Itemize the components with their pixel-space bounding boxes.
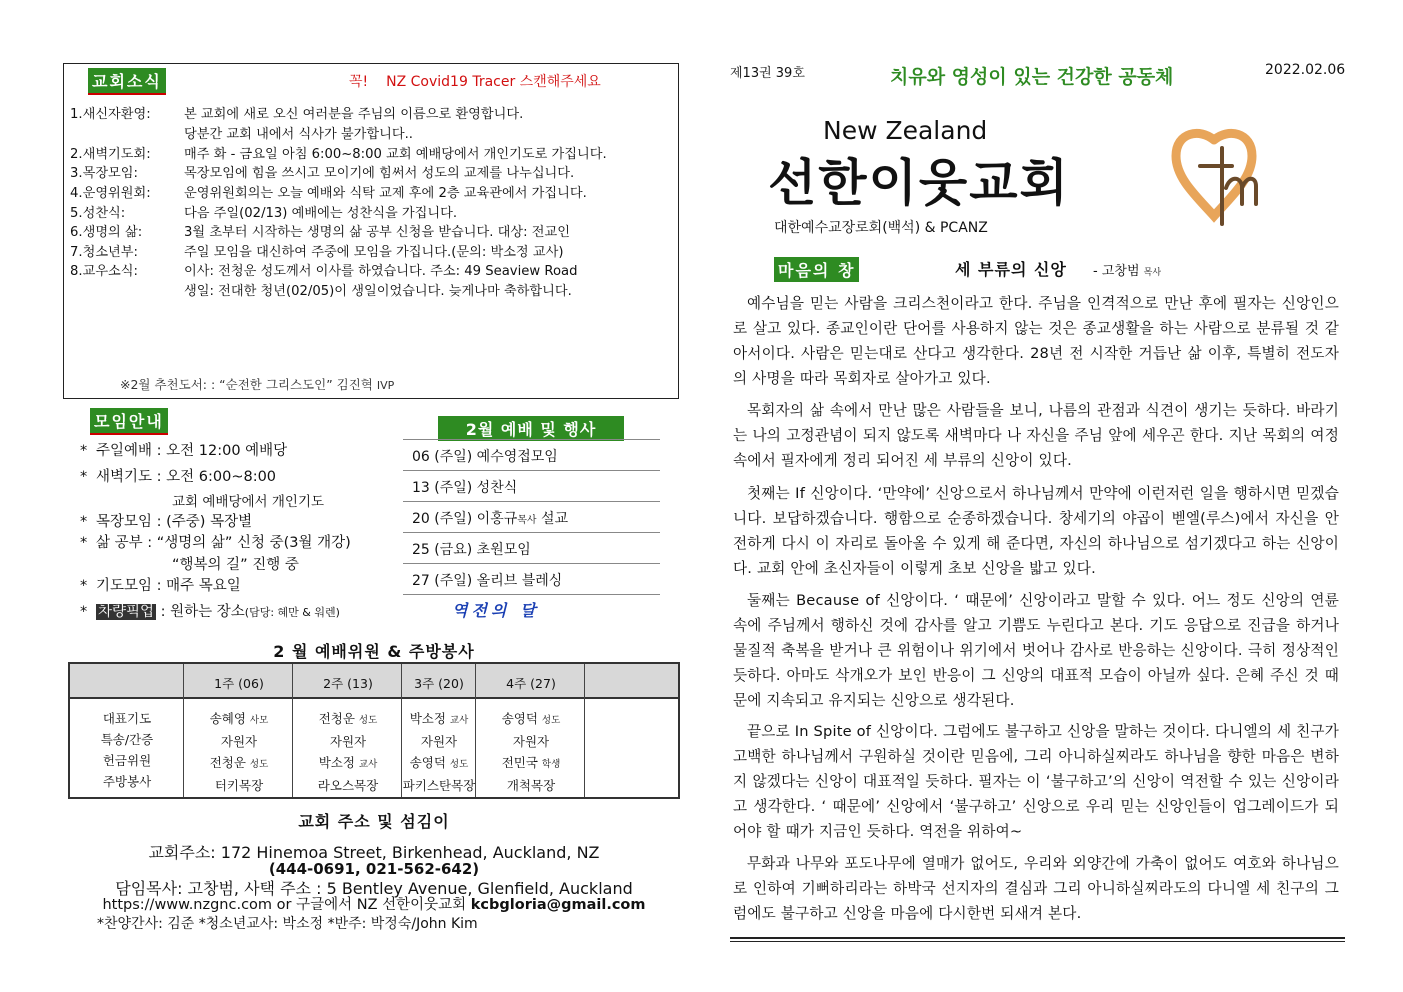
news-label: 7.청소년부: — [70, 245, 138, 260]
car-pickup-label: 차량픽업 — [98, 604, 155, 620]
person-rank: 학생 — [541, 759, 561, 770]
duty-cell — [476, 708, 586, 731]
news-label: 8.교우소식: — [70, 264, 138, 279]
duty-cell: 파키스탄목장 — [402, 778, 476, 793]
person-rank: 성도 — [449, 759, 469, 770]
notice-text: NZ Covid19 Tracer 스캔해주세요 — [386, 74, 601, 90]
news-text: 이사: 전청운 성도께서 이사를 하였습니다. 주소: 49 Seaview Road — [184, 264, 578, 279]
news-text: 다음 주일(02/13) 예배에는 성찬식을 가집니다. — [184, 206, 458, 221]
address-title: 교회 주소 및 섬김이 — [298, 812, 450, 831]
week-column — [476, 708, 586, 796]
person-rank: 교사 — [449, 715, 469, 726]
news-item — [70, 125, 413, 145]
author-rank: 목사 — [1143, 268, 1162, 278]
email-link[interactable]: kcbgloria@gmail.com — [470, 897, 646, 913]
church-news-title: 교회소식 — [88, 68, 166, 95]
church-address: 교회주소: 172 Hinemoa Street, Birkenhead, Auckland, NZ — [148, 843, 600, 862]
duty-table — [68, 662, 680, 799]
meeting-subtext: “행복의 길” 진행 중 — [172, 557, 299, 573]
news-item — [70, 282, 572, 302]
church-logo-icon — [1170, 126, 1260, 230]
bullet-star: * — [80, 514, 88, 530]
person-name: 송영덕 — [501, 711, 538, 726]
event-text: 20 (주일) 이홍규 — [412, 511, 518, 527]
news-text: 운영위원회의는 오늘 예배와 식탁 교제 후에 2층 교육관에서 가집니다. — [184, 186, 587, 201]
author-name: - 고창범 — [1093, 264, 1140, 279]
news-label: 4.운영위원회: — [70, 186, 151, 201]
meeting-item — [80, 467, 276, 487]
recommended-book — [120, 375, 394, 393]
news-text: 매주 화 - 금요일 아침 6:00~8:00 교회 예배당에서 개인기도로 가집니다. — [184, 147, 607, 162]
duty-roles — [72, 708, 182, 792]
role-label: 대표기도 — [102, 711, 152, 726]
week-column — [184, 708, 294, 796]
covid-notice — [349, 71, 601, 91]
person-rank: 교사 — [358, 759, 378, 770]
person-name: 송영덕 — [409, 755, 446, 770]
bullet-star: * — [80, 578, 88, 594]
person-name: 박소정 — [409, 711, 446, 726]
news-text: 주일 모임을 대신하여 주중에 모임을 가집니다.(문의: 박소정 교사) — [184, 245, 564, 260]
person-name: 박소정 — [318, 755, 355, 770]
bullet-star: * — [80, 469, 88, 485]
duty-title: 2 월 예배위원 & 주방봉사 — [273, 642, 475, 661]
meeting-text: 기도모임 : 매주 목요일 — [96, 578, 241, 594]
events-list — [403, 439, 660, 595]
news-item — [70, 223, 570, 243]
church-news-box — [63, 63, 679, 399]
event-text: 27 (주일) 올리브 블레싱 — [412, 573, 563, 589]
duty-cell: 라오스목장 — [317, 778, 379, 793]
meeting-item — [80, 441, 287, 461]
church-name: 선한이웃교회 — [768, 154, 1070, 212]
meeting-item — [80, 512, 252, 532]
event-text: 06 (주일) 예수영접모임 — [412, 449, 558, 465]
meeting-text: 삶 공부 : “생명의 삶” 신청 중(3월 개강) — [96, 535, 351, 551]
week-header: 2주 (13) — [323, 676, 373, 691]
sermon-title: 세 부류의 신앙 — [955, 260, 1067, 279]
car-pickup-text: : 원하는 장소 — [156, 604, 245, 620]
news-item — [70, 145, 607, 165]
news-label: 2.새벽기도회: — [70, 147, 151, 162]
news-text: 목장모임에 힘을 쓰시고 모이기에 힘써서 성도의 교제를 나누십니다. — [184, 166, 575, 181]
event-rank: 목사 — [517, 515, 537, 526]
church-phones: (444-0691, 021-562-642) — [268, 860, 480, 878]
news-text: 3월 초부터 시작하는 생명의 삶 공부 신청을 받습니다. 대상: 전교인 — [184, 225, 570, 240]
event-row — [403, 533, 660, 564]
notice-mark: 꼭! — [349, 74, 369, 90]
sermon-paragraph: 끝으로 In Spite of 신앙이다. 그럼에도 불구하고 신앙을 말하는 것이다. 다니엘의 세 친구가 고백한 하나님께서 구원하실 것이란 믿음에, 그리 아니하실찌라도 하나님을 향한 마음은 변하지 않겠다는 신앙이 대표적일 듯하다. 필자는 이 ‘불구하고’의 신앙이 역전할 수 있는 신앙이라고 생각한다. ‘ 때문에’ 신앙에서 ‘불구하고’ 신앙으로 우리 믿는 신앙인들이 업그레이드가 되어야 할 때가 지금인 듯하다. 역전을 위하여~ — [733, 723, 1339, 840]
news-label: 1.새신자환영: — [70, 107, 151, 122]
person-rank: 사모 — [249, 715, 269, 726]
sermon-paragraph: 무화과 나무와 포도나무에 열매가 없어도, 우리와 외양간에 가축이 없어도 여호와 하나님으로 인하여 기뻐하리라는 하박국 선지자의 결심과 그리 아니하실찌라도의 다니엘 세 친구의 그럼에도 불구하고 신앙을 마음에 다시한번 되새겨 본다. — [733, 855, 1339, 922]
pastor-address: 담임목사: 고창범, 사택 주소 : 5 Bentley Avenue, Glenfield, Auckland — [115, 879, 633, 898]
car-pickup-note: (담당: 혜만 & 워렌) — [244, 606, 340, 619]
news-item — [70, 204, 457, 224]
duty-cell — [476, 752, 586, 775]
church-motto: 치유와 영성이 있는 건강한 공동체 — [890, 66, 1174, 88]
event-row — [403, 440, 660, 471]
person-name: 전청운 — [209, 755, 246, 770]
news-label: 5.성찬식: — [70, 206, 126, 221]
denomination: 대한예수교장로회(백석) & PCANZ — [774, 220, 988, 236]
news-text: 생일: 전대한 청년(02/05)이 생일이었습니다. 늦게나마 축하합니다. — [184, 284, 572, 299]
meetings-title: 모임안내 — [90, 408, 168, 435]
month-theme: 역전의 달 — [452, 601, 540, 620]
meeting-item-car — [80, 602, 340, 623]
meeting-item — [80, 576, 241, 596]
news-label: 6.생명의 삶: — [70, 225, 143, 240]
events-title: 2월 예배 및 행사 — [438, 416, 624, 441]
meeting-text: 목장모임 : (주중) 목장별 — [96, 514, 253, 530]
sermon-paragraph: 첫째는 If 신앙이다. ‘만약에’ 신앙으로서 하나님께서 만약에 이런저런 일을 행하시면 믿겠습니다. 보답하겠습니다. 행함으로 순종하겠습니다. 창세기의 야곱이 벧엘(루스)에서 자신을 안전하게 다시 이 자리로 돌아올 수 있게 해 준다면, 자신의 하나님으로 섬기겠다고 하는 신앙이다. 교회 안에 초신자들이 이렇게 초보 신앙을 밟고 있다. — [733, 485, 1339, 577]
news-item — [70, 262, 577, 282]
duty-cell — [184, 752, 294, 775]
person-rank: 성도 — [249, 759, 269, 770]
news-item — [70, 184, 587, 204]
duty-cell: 자원자 — [512, 734, 550, 749]
book-text: ※2월 추천도서: : “순전한 그리스도인” — [120, 377, 333, 392]
person-rank: 성도 — [358, 715, 378, 726]
week-header: 4주 (27) — [506, 676, 556, 691]
meeting-text: 새벽기도 : 오전 6:00~8:00 — [96, 469, 277, 485]
person-name: 전민국 — [501, 755, 538, 770]
person-name: 전청운 — [318, 711, 355, 726]
website-link[interactable]: https://www.nzgnc.com — [102, 897, 273, 913]
week-header: 1주 (06) — [214, 676, 264, 691]
bulletin-date: 2022.02.06 — [1265, 62, 1346, 78]
event-text: 13 (주일) 성찬식 — [412, 480, 518, 496]
news-item — [70, 243, 563, 263]
church-staff: *찬양간사: 김준 *청소년교사: 박소정 *반주: 박정숙/John Kim — [97, 916, 478, 932]
section-title: 마음의 창 — [774, 257, 859, 282]
role-label: 헌금위원 — [102, 753, 152, 768]
book-publisher: IVP — [376, 379, 395, 392]
duty-cell: 자원자 — [329, 734, 367, 749]
web-search-text: or 구글에서 NZ 선한이웃교회 — [272, 897, 471, 913]
role-label: 주방봉사 — [102, 774, 152, 789]
duty-cell: 개척목장 — [506, 778, 556, 793]
region-label: New Zealand — [823, 116, 988, 145]
role-label: 특송/간증 — [100, 732, 154, 747]
duty-cell — [184, 708, 294, 731]
church-web — [68, 893, 680, 914]
event-suffix: 설교 — [536, 511, 569, 527]
closing-rule — [730, 937, 1345, 939]
person-name: 송혜영 — [209, 711, 246, 726]
meeting-subtext: 교회 예배당에서 개인기도 — [172, 494, 325, 510]
bullet-star: * — [80, 604, 88, 620]
week-header: 3주 (20) — [414, 676, 464, 691]
sermon-paragraph: 목회자의 삶 속에서 만난 많은 사람들을 보니, 나름의 관점과 식견이 생기는 듯하다. 바라기는 나의 고정관념이 되지 않도록 새벽마다 나 자신을 주님 앞에 세우곤 한다. 지난 목회의 여정 속에서 필자에게 정리 되어진 세 부류의 신앙이 있다. — [733, 402, 1339, 469]
duty-cell: 자원자 — [220, 734, 258, 749]
event-text: 25 (금요) 초원모임 — [412, 542, 531, 558]
news-item — [70, 164, 574, 184]
event-row — [403, 502, 660, 533]
duty-cell: 자원자 — [420, 734, 458, 749]
news-label: 3.목장모임: — [70, 166, 138, 181]
book-author: 김진혁 — [336, 377, 373, 392]
meeting-item — [80, 533, 351, 553]
event-row — [403, 564, 660, 595]
news-text: 본 교회에 새로 오신 여러분을 주님의 이름으로 환영합니다. — [184, 107, 524, 122]
sermon-author — [1093, 260, 1161, 279]
meeting-text: 주일예배 : 오전 12:00 예배당 — [96, 443, 288, 459]
closing-rule — [730, 941, 1345, 942]
sermon-paragraph: 예수님을 믿는 사람을 크리스천이라고 한다. 주님을 인격적으로 만난 후에 필자는 신앙인으로 살고 있다. 종교인이란 단어를 사용하지 않는 것은 종교생활을 하는 사람으로 분류될 것 같아서이다. 사람은 믿는대로 산다고 생각한다. 28년 전 시작한 거듭난 삶 이후, 특별히 전도자의 사명을 따라 목회자로 살아가고 있다. — [733, 295, 1339, 387]
news-text: 당분간 교회 내에서 식사가 불가합니다.. — [184, 127, 413, 142]
duty-cell: 터키목장 — [214, 778, 264, 793]
news-item — [70, 105, 523, 125]
issue-number: 제13권 39호 — [730, 66, 805, 81]
event-row — [403, 471, 660, 502]
person-rank: 성도 — [541, 715, 561, 726]
bullet-star: * — [80, 535, 88, 551]
sermon-paragraph: 둘째는 Because of 신앙이다. ‘ 때문에’ 신앙이라고 말할 수 있다. 어느 정도 신앙의 연륜 속에 주님께서 행하신 것에 감사를 알고 기쁨도 누린다고 본다. 기도 응답으로 진급을 하거나 물질적 축복을 받거나 큰 위험이나 위기에서 벗어나 감사로 반응하는 신앙이다. 극히 정상적인 듯하다. 아마도 삭개오가 보인 반응이 그 신앙의 대표적 모습이 아닐까 싶다. 은혜 주신 것 때문에 지속되고 유지되는 신앙으로 생각된다. — [733, 592, 1339, 709]
bullet-star: * — [80, 443, 88, 459]
